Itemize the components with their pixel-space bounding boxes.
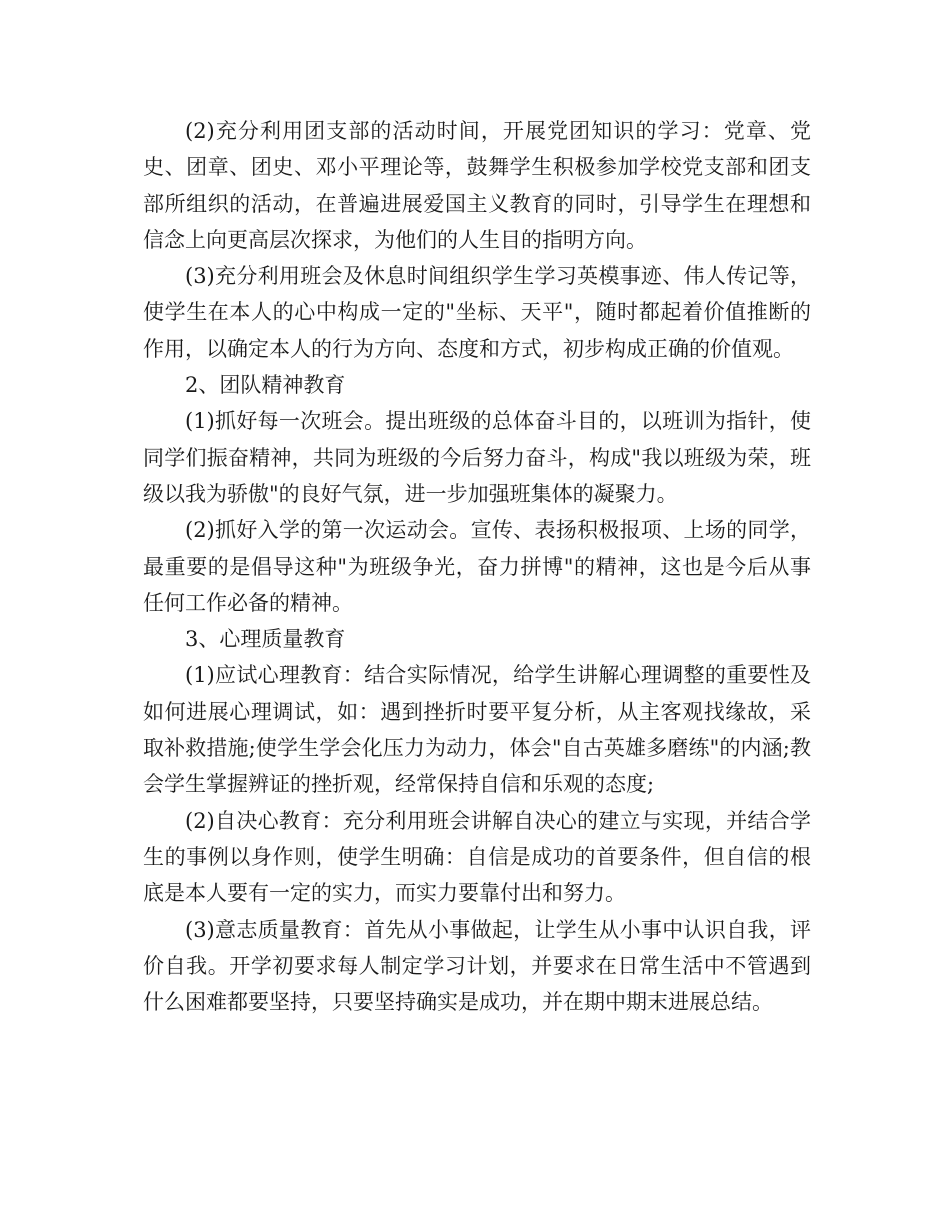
- paragraph-confidence: (2)自决心教育：充分利用班会讲解自决心的建立与实现，并结合学生的事例以身作则，使学生明确：自信是成功的首要条件，但自信的根底是本人要有一定的实力，而实力要靠付出和努力。: [143, 808, 811, 906]
- paragraph-role-models: (3)充分利用班会及休息时间组织学生学习英模事迹、伟人传记等，使学生在本人的心中构成一定的"坐标、天平"，随时都起着价值推断的作用，以确定本人的行为方向、态度和方式，初步构成正确的价值观。: [143, 264, 811, 361]
- paragraph-exam-psychology: (1)应试心理教育：结合实际情况，给学生讲解心理调整的重要性及如何进展心理调试，如：遇到挫折时要平复分析，从主客观找缘故，采取补救措施;使学生学会化压力为动力，体会"自古英雄多磨练"的内涵;教会学生掌握辨证的挫折观，经常保持自信和乐观的态度;: [143, 663, 811, 797]
- paragraph-willpower: (3)意志质量教育：首先从小事做起，让学生从小事中认识自我，评价自我。开学初要求每人制定学习计划，并要求在日常生活中不管遇到什么困难都要坚持，只要坚持确实是成功，并在期中期末进展总结。: [143, 917, 811, 1015]
- paragraph-party-knowledge: (2)充分利用团支部的活动时间，开展党团知识的学习：党章、党史、团章、团史、邓小平理论等，鼓舞学生积极参加学校党支部和团支部所组织的活动，在普遍进展爱国主义教育的同时，引导学生在理想和信念上向更高层次探求，为他们的人生目的指明方向。: [143, 119, 811, 252]
- paragraph-class-meeting: (1)抓好每一次班会。提出班级的总体奋斗目的，以班训为指针，使同学们振奋精神，共同为班级的今后努力奋斗，构成"我以班级为荣，班级以我为骄傲"的良好气氛，进一步加强班集体的凝聚力。: [143, 409, 811, 506]
- section-heading-team-spirit: 2、团队精神教育: [185, 373, 346, 398]
- paragraph-sports-meet: (2)抓好入学的第一次运动会。宣传、表扬积极报项、上场的同学，最重要的是倡导这种"为班级争光，奋力拼博"的精神，这也是今后从事任何工作必备的精神。: [143, 518, 811, 615]
- section-heading-psychology: 3、心理质量教育: [185, 627, 346, 652]
- document-body: [143, 113, 811, 1020]
